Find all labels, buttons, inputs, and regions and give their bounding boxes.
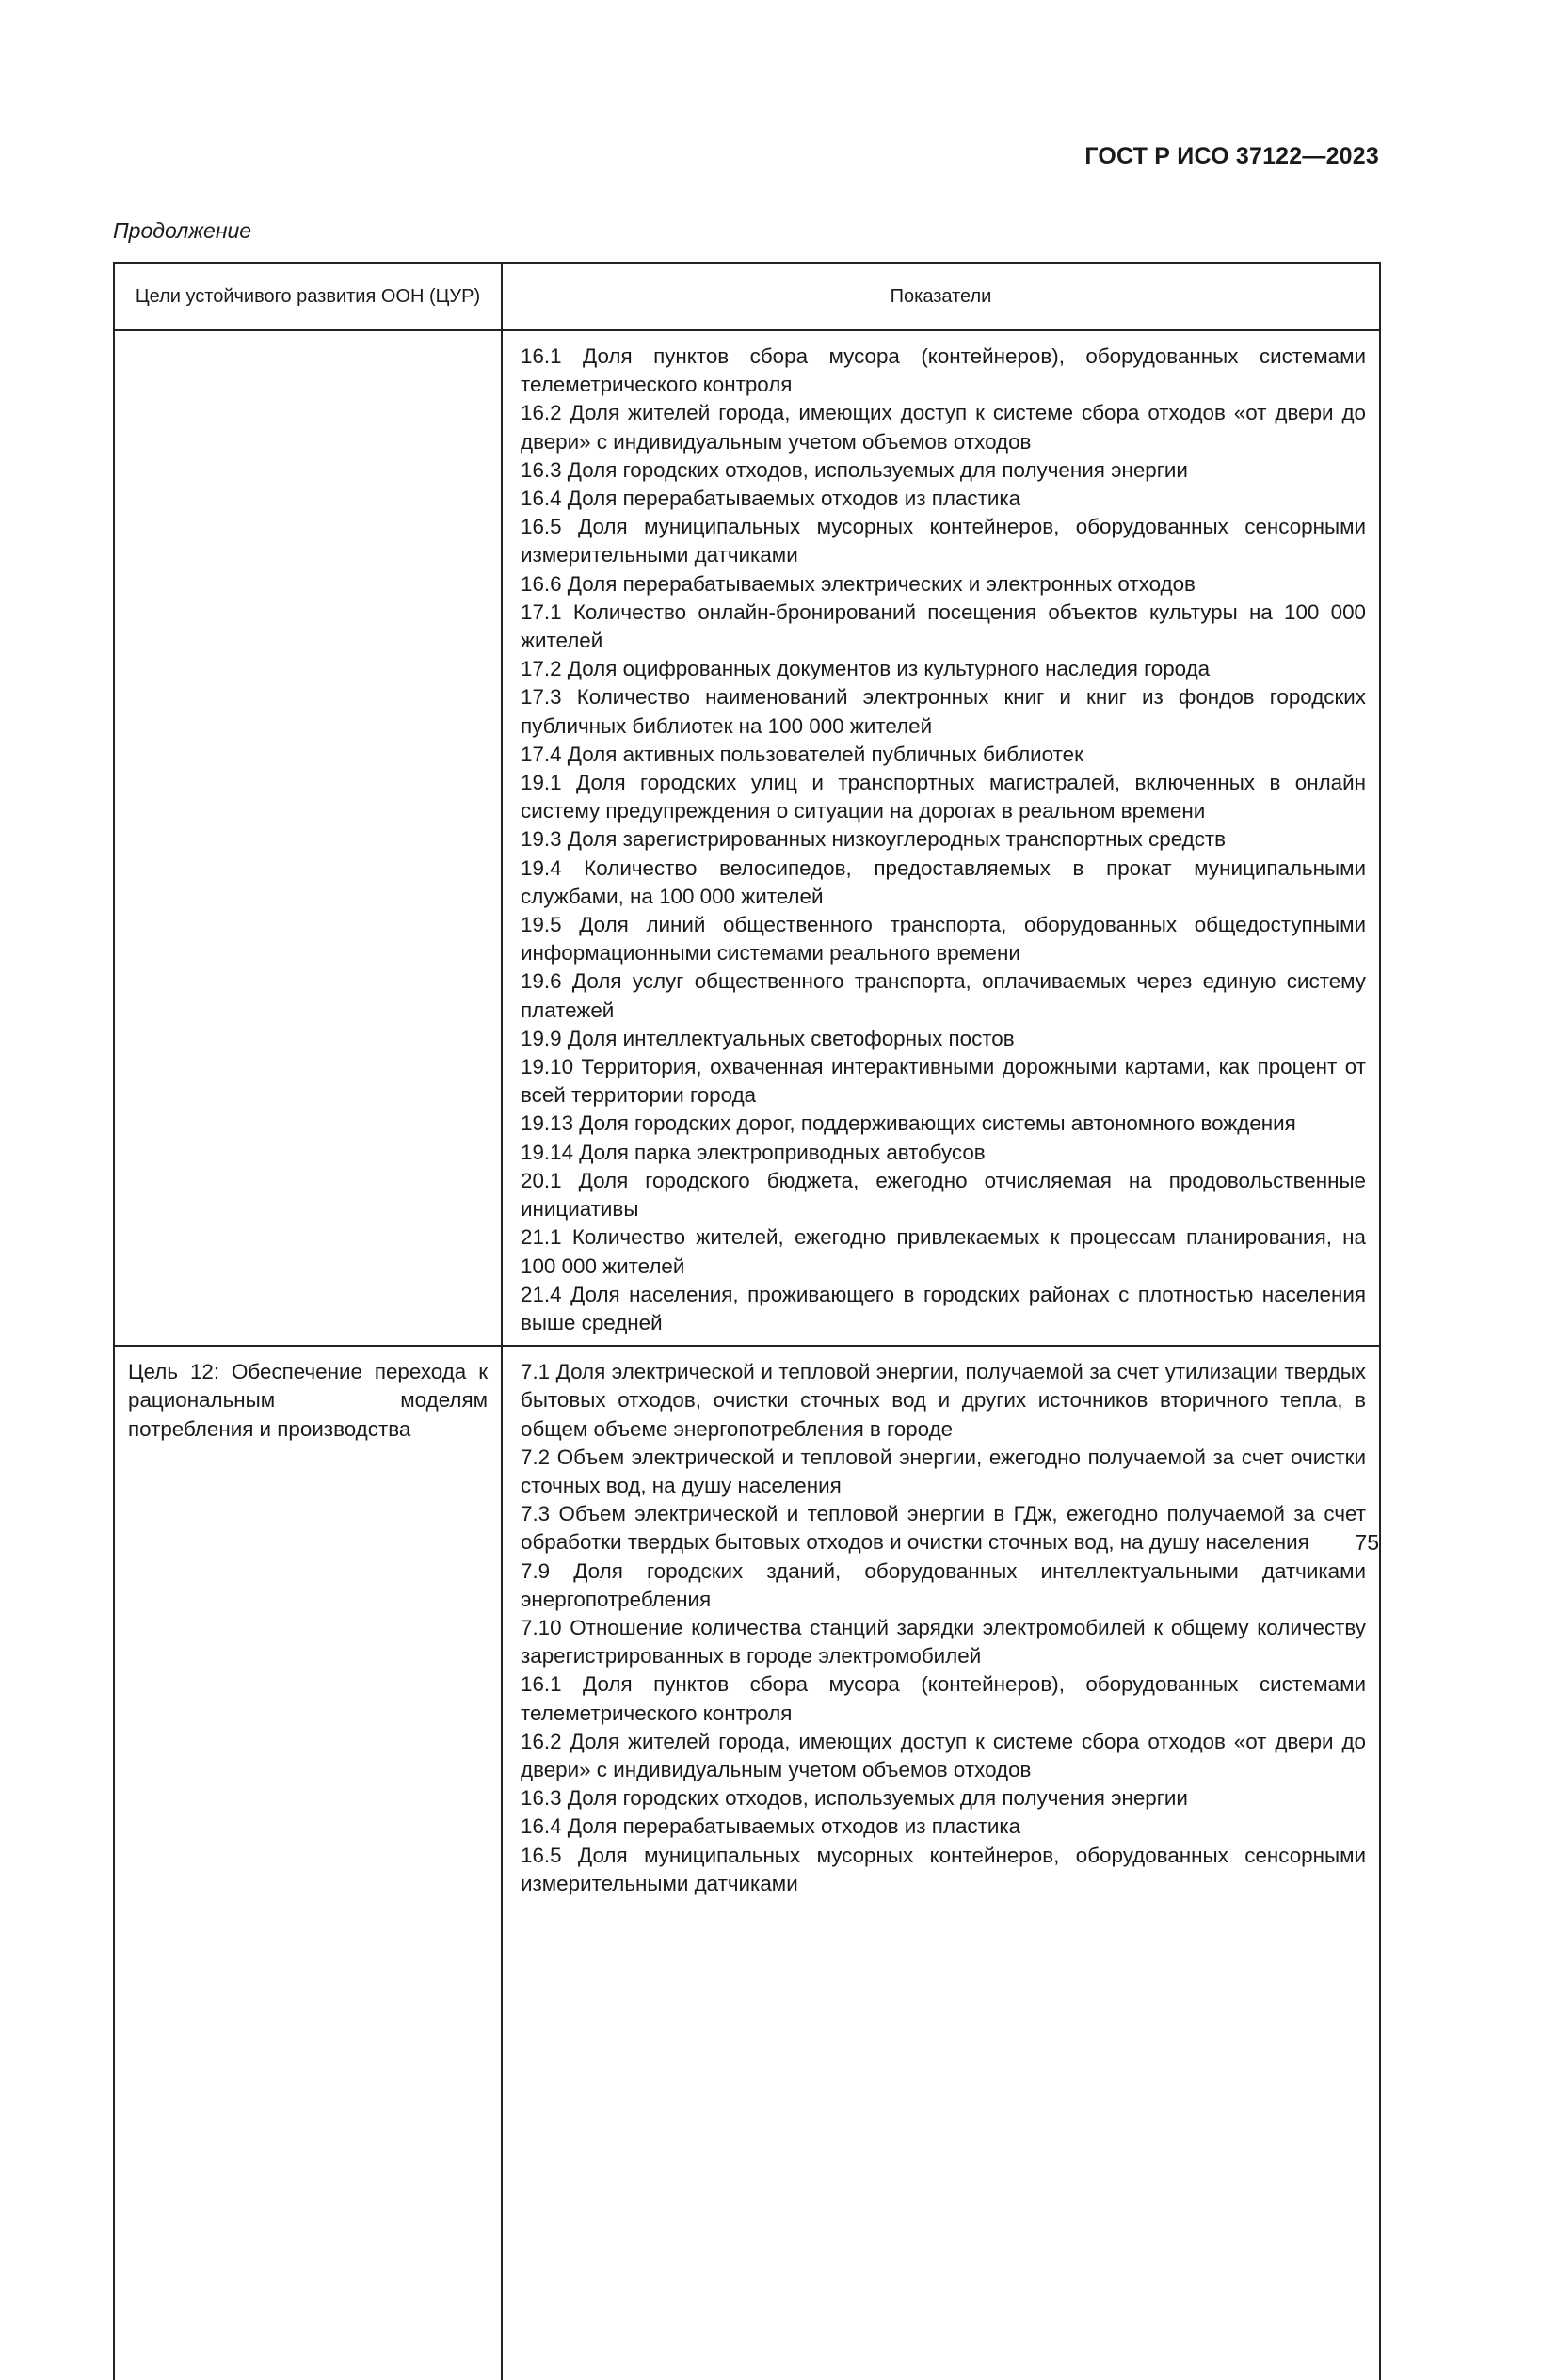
indicator-item: 17.1 Количество онлайн-бронирований посещения объектов культуры на 100 000 жителей xyxy=(521,599,1366,653)
page-number: 75 xyxy=(1355,1530,1379,1555)
indicator-item: 17.3 Количество наименований электронных книг и книг из фондов городских публичных библиотек на 100 000 жителей xyxy=(521,685,1366,738)
indicator-item: 16.5 Доля муниципальных мусорных контейнеров, оборудованных сенсорными измерительными датчиками xyxy=(521,515,1366,567)
indicators-cell xyxy=(502,1346,1380,2380)
indicator-item: 16.4 Доля перерабатываемых отходов из пластика xyxy=(521,1814,1021,1839)
indicator-item: 7.3 Объем электрической и тепловой энергии в ГДж, ежегодно получаемой за счет обработки твердых бытовых отходов и очистки сточных вод, на душу населения xyxy=(521,1502,1366,1555)
indicator-item: 19.6 Доля услуг общественного транспорта, оплачиваемых через единую систему платежей xyxy=(521,969,1366,1022)
indicator-item: 16.4 Доля перерабатываемых отходов из пластика xyxy=(521,487,1021,511)
indicator-item: 19.9 Доля интеллектуальных светофорных постов xyxy=(521,1026,1015,1050)
indicator-item: 19.10 Территория, охваченная интерактивными дорожными картами, как процент от всей территории города xyxy=(521,1055,1366,1108)
indicator-item: 19.14 Доля парка электроприводных автобусов xyxy=(521,1140,986,1164)
indicator-item: 16.2 Доля жителей города, имеющих доступ к системе сбора отходов «от двери до двери» с индивидуальным учетом объемов отходов xyxy=(521,401,1366,454)
column-header-indicators: Показатели xyxy=(502,263,1380,330)
indicator-item: 16.5 Доля муниципальных мусорных контейнеров, оборудованных сенсорными измерительными датчиками xyxy=(521,1843,1366,1895)
indicator-item: 16.1 Доля пунктов сбора мусора (контейнеров), оборудованных системами телеметрического контроля xyxy=(521,1672,1366,1725)
continuation-label: Продолжение xyxy=(113,218,252,243)
indicators-cell xyxy=(502,330,1380,1346)
indicator-item: 19.5 Доля линий общественного транспорта, оборудованных общедоступными информационными системами реального времени xyxy=(521,913,1366,966)
table-header-row xyxy=(114,263,1380,330)
indicator-item: 16.6 Доля перерабатываемых электрических и электронных отходов xyxy=(521,571,1196,596)
indicator-item: 17.4 Доля активных пользователей публичных библиотек xyxy=(521,742,1083,766)
goal-cell xyxy=(114,330,502,1346)
indicator-item: 19.3 Доля зарегистрированных низкоуглеродных транспортных средств xyxy=(521,827,1227,852)
indicator-item: 16.3 Доля городских отходов, используемых для получения энергии xyxy=(521,457,1188,482)
indicator-item: 20.1 Доля городского бюджета, ежегодно отчисляемая на продовольственные инициативы xyxy=(521,1168,1366,1222)
table-row xyxy=(114,330,1380,1346)
indicator-item: 7.9 Доля городских зданий, оборудованных интеллектуальными датчиками энергопотребления xyxy=(521,1558,1366,1611)
indicator-item: 19.1 Доля городских улиц и транспортных магистралей, включенных в онлайн систему предупреждения о ситуации на дорогах в реальном времени xyxy=(521,771,1366,823)
indicators-table xyxy=(113,262,1381,2380)
goal-cell: Цель 12: Обеспечение перехода к рациональным моделям потребления и производства xyxy=(114,1346,502,2380)
indicator-item: 19.13 Доля городских дорог, поддерживающих системы автономного вождения xyxy=(521,1111,1296,1136)
table-row xyxy=(114,1346,1380,2380)
column-header-goals: Цели устойчивого развития ООН (ЦУР) xyxy=(114,263,502,330)
document-code: ГОСТ Р ИСО 37122—2023 xyxy=(1084,143,1379,169)
indicator-item: 16.3 Доля городских отходов, используемых для получения энергии xyxy=(521,1786,1188,1811)
indicator-item: 21.1 Количество жителей, ежегодно привлекаемых к процессам планирования, на 100 000 жителей xyxy=(521,1225,1366,1278)
indicator-item: 16.2 Доля жителей города, имеющих доступ к системе сбора отходов «от двери до двери» с индивидуальным учетом объемов отходов xyxy=(521,1729,1366,1781)
indicator-item: 17.2 Доля оцифрованных документов из культурного наследия города xyxy=(521,657,1211,681)
indicator-item: 7.10 Отношение количества станций зарядки электромобилей к общему количеству зарегистрированных в городе электромобилей xyxy=(521,1615,1366,1669)
indicator-item: 7.2 Объем электрической и тепловой энергии, ежегодно получаемой за счет очистки сточных вод, на душу населения xyxy=(521,1445,1366,1497)
indicator-item: 19.4 Количество велосипедов, предоставляемых в прокат муниципальными службами, на 100 000 жителей xyxy=(521,855,1366,908)
indicator-item: 7.1 Доля электрической и тепловой энергии, получаемой за счет утилизации твердых бытовых отходов, очистки сточных вод и других источников вторичного тепла, в общем объеме энергопотребления в городе xyxy=(521,1360,1366,1441)
indicator-item: 16.1 Доля пунктов сбора мусора (контейнеров), оборудованных системами телеметрического контроля xyxy=(521,344,1366,397)
indicator-item: 21.4 Доля населения, проживающего в городских районах с плотностью населения выше средней xyxy=(521,1282,1366,1334)
